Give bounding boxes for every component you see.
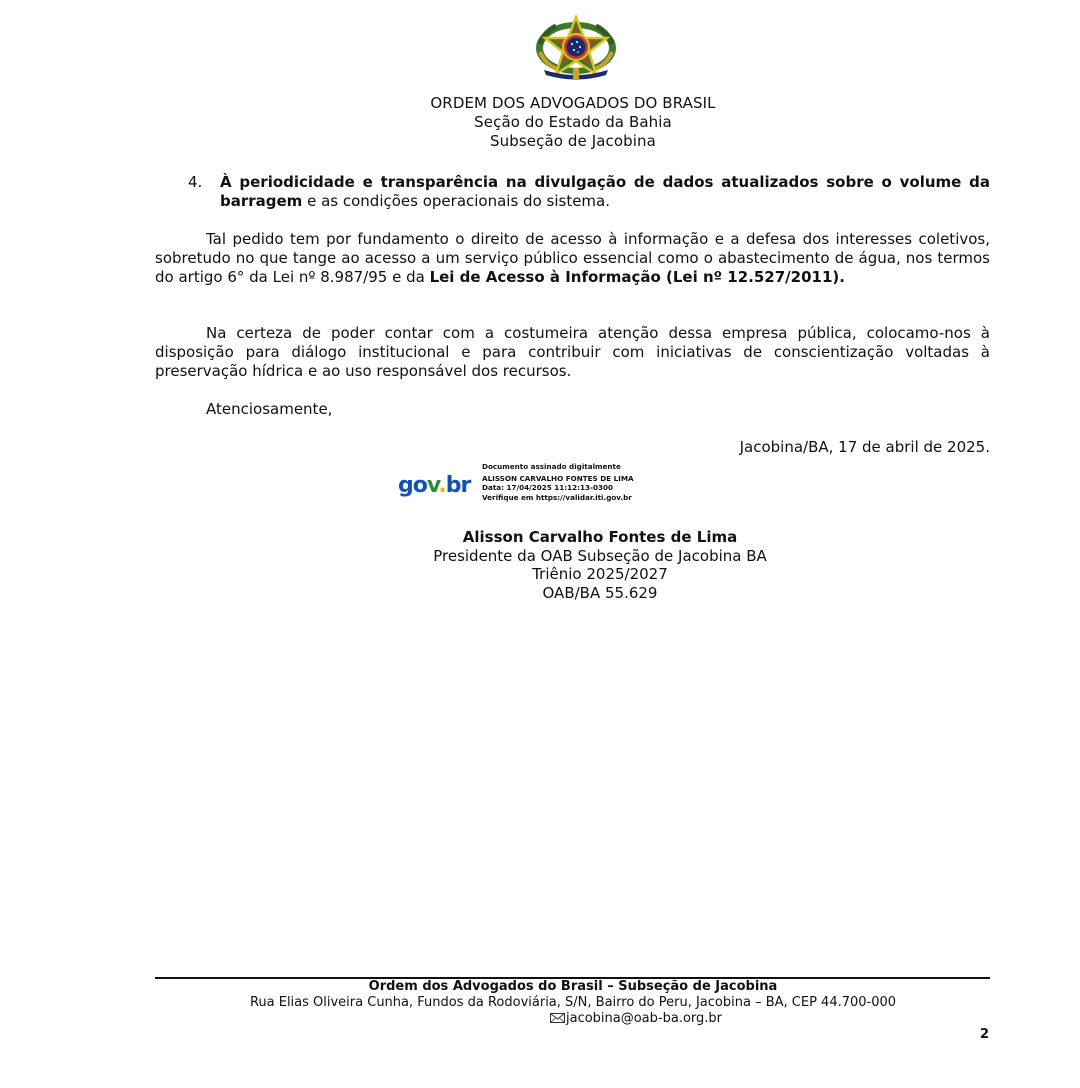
header-subsection: Subseção de Jacobina [490, 132, 656, 150]
signer-registration: OAB/BA 55.629 [542, 583, 658, 602]
digital-signature-verify: Verifique em https://validar.iti.gov.br [482, 492, 632, 502]
list-item-number: 4. [188, 173, 203, 191]
page-number: 2 [980, 1027, 990, 1042]
signer-name: Alisson Carvalho Fontes de Lima [462, 528, 738, 546]
header-section: Seção do Estado da Bahia [474, 113, 672, 131]
brazil-coat-of-arms-emblem [530, 14, 622, 84]
paragraph-legal-basis [155, 230, 990, 287]
list-item-text [220, 173, 990, 211]
paragraph-legal-basis-text: Tal pedido tem por fundamento o direito de acesso à informação e a defesa dos interesses coletivos, sobretudo no que tange ao acesso a um serviço público essencial como o abastecimento de água, nos termos do artigo 6° da Lei nº 8.987/95 e da [155, 230, 990, 286]
digital-signature-signer: ALISSON CARVALHO FONTES DE LIMA [482, 473, 634, 483]
govbr-logo-b: b [445, 473, 461, 498]
footer-address: Rua Elias Oliveira Cunha, Fundos da Rodoviária, S/N, Bairro do Peru, Jacobina – BA, CEP 44.700-000 [249, 995, 897, 1010]
signature-block [0, 528, 1080, 602]
govbr-logo-r: r [460, 473, 471, 498]
signer-term: Triênio 2025/2027 [532, 565, 668, 583]
govbr-logo [398, 474, 470, 498]
digital-signature-stamp [398, 460, 668, 508]
paragraph-legal-basis-bold: Lei de Acesso à Informação (Lei nº 12.527/2011). [429, 268, 845, 286]
digital-signature-date: Data: 17/04/2025 11:12:13-0300 [482, 483, 613, 492]
govbr-logo-o: o [412, 473, 427, 498]
header-organization: ORDEM DOS ADVOGADOS DO BRASIL [430, 94, 716, 112]
list-item-rest-text: e as condições operacionais do sistema. [302, 192, 610, 210]
footer-email[interactable]: jacobina@oab-ba.org.br [565, 1011, 722, 1026]
closing-salutation: Atenciosamente, [206, 400, 333, 418]
paragraph-closing-remarks: Na certeza de poder contar com a costumeira atenção dessa empresa pública, colocamo-nos à disposição para diálogo institucional e para contribuir com iniciativas de conscientização voltadas à preservação hídrica e ao uso responsável dos recursos. [155, 324, 990, 380]
footer-organization: Ordem dos Advogados do Brasil – Subseção de Jacobina [368, 979, 778, 994]
govbr-logo-dot: . [438, 473, 446, 498]
digital-signature-details [482, 462, 634, 502]
govbr-logo-g: g [398, 473, 413, 498]
list-item-bold-text: À periodicidade e transparência na divulgação de dados atualizados sobre o volume da barragem [220, 173, 990, 210]
digital-signature-heading: Documento assinado digitalmente [482, 462, 621, 471]
footer [0, 979, 1080, 1027]
envelope-icon [550, 1013, 565, 1023]
list-item-4 [155, 173, 990, 211]
footer-email-line [0, 1011, 1080, 1027]
signer-title: Presidente da OAB Subseção de Jacobina BA [433, 546, 767, 565]
govbr-logo-v: v [426, 473, 439, 498]
coat-of-arms-icon [530, 14, 622, 84]
dateline: Jacobina/BA, 17 de abril de 2025. [739, 438, 990, 456]
letterhead [0, 94, 1080, 151]
